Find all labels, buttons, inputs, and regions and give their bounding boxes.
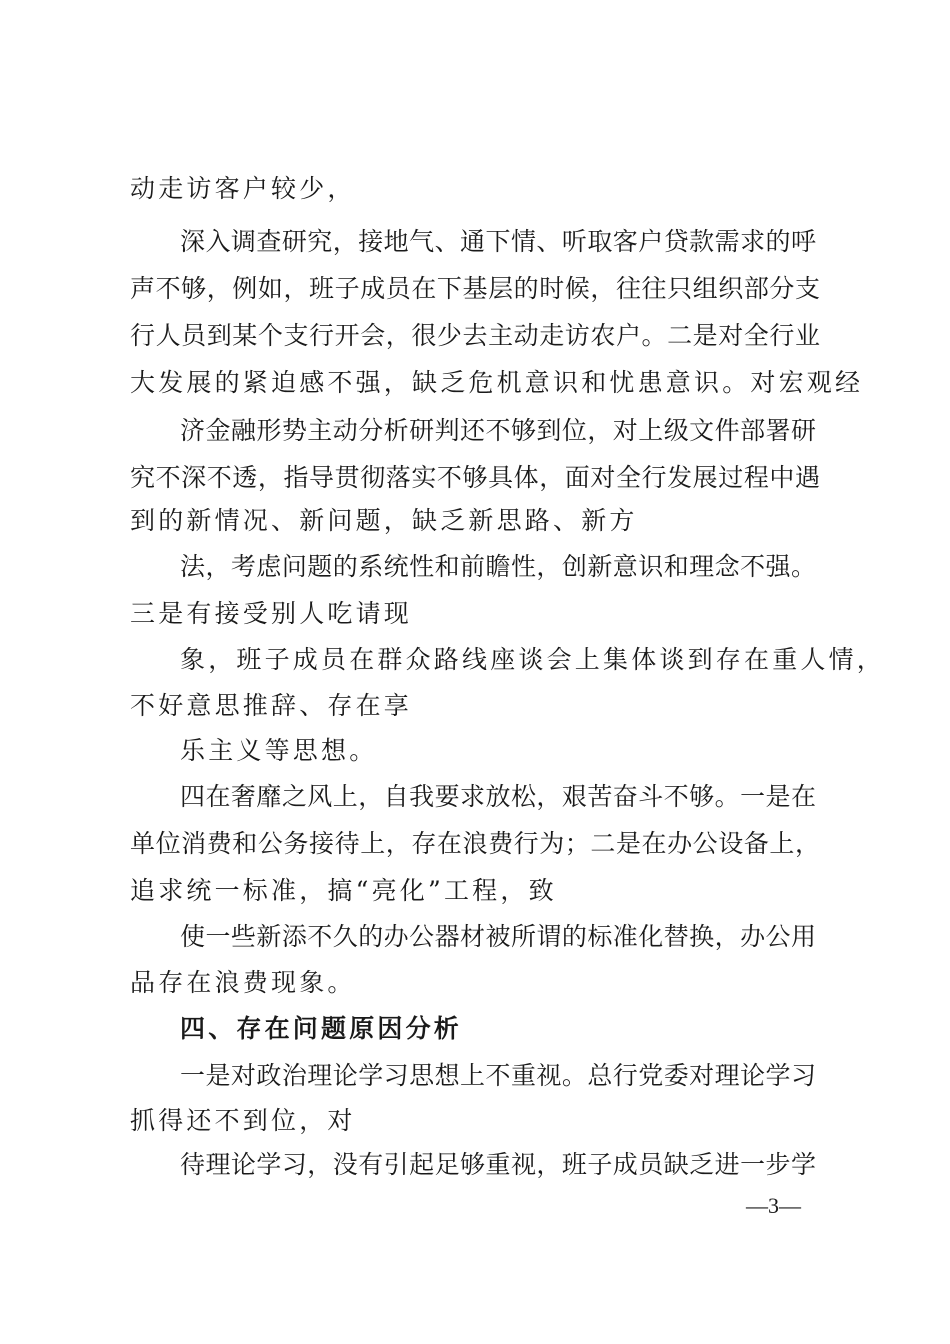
page-number: —3— <box>746 1193 801 1218</box>
text-line: 抓得还不到位，对 <box>130 1106 356 1135</box>
text-line: 使一些新添不久的办公器材被所谓的标准化替换，办公用 <box>180 922 816 951</box>
text-line: 法，考虑问题的系统性和前瞻性，创新意识和理念不强。 <box>180 552 816 581</box>
text-line: 到的新情况、新问题，缺乏新思路、新方 <box>130 506 638 535</box>
text-line: 单位消费和公务接待上，存在浪费行为；二是在办公设备上， <box>130 829 820 858</box>
text-line: 大发展的紧迫感不强，缺乏危机意识和忧患意识。对宏观经 <box>130 368 864 397</box>
text-line: 声不够，例如，班子成员在下基层的时候，往往只组织部分支 <box>130 274 820 303</box>
text-line: 究不深不透，指导贯彻落实不够具体，面对全行发展过程中遇 <box>130 463 820 492</box>
text-line: 追求统一标准，搞“亮化”工程，致 <box>130 876 557 905</box>
text-line: 乐主义等思想。 <box>180 736 378 765</box>
text-line: 动走访客户较少， <box>130 174 356 203</box>
section-heading: 四、存在问题原因分析 <box>180 1014 463 1043</box>
text-line: 三是有接受别人吃请现 <box>130 599 413 628</box>
text-line: 一是对政治理论学习思想上不重视。总行党委对理论学习 <box>180 1061 816 1090</box>
text-line: 行人员到某个支行开会，很少去主动走访农户。二是对全行业 <box>130 321 820 350</box>
text-line: 深入调查研究，接地气、通下情、听取客户贷款需求的呼 <box>180 227 816 256</box>
text-line: 不好意思推辞、存在享 <box>130 691 413 720</box>
text-line: 象，班子成员在群众路线座谈会上集体谈到存在重人情， <box>180 645 886 674</box>
text-line: 济金融形势主动分析研判还不够到位，对上级文件部署研 <box>180 416 816 445</box>
text-line: 四在奢靡之风上，自我要求放松，艰苦奋斗不够。一是在 <box>180 782 816 811</box>
text-line: 品存在浪费现象。 <box>130 968 356 997</box>
text-line: 待理论学习，没有引起足够重视，班子成员缺乏进一步学 <box>180 1150 816 1179</box>
